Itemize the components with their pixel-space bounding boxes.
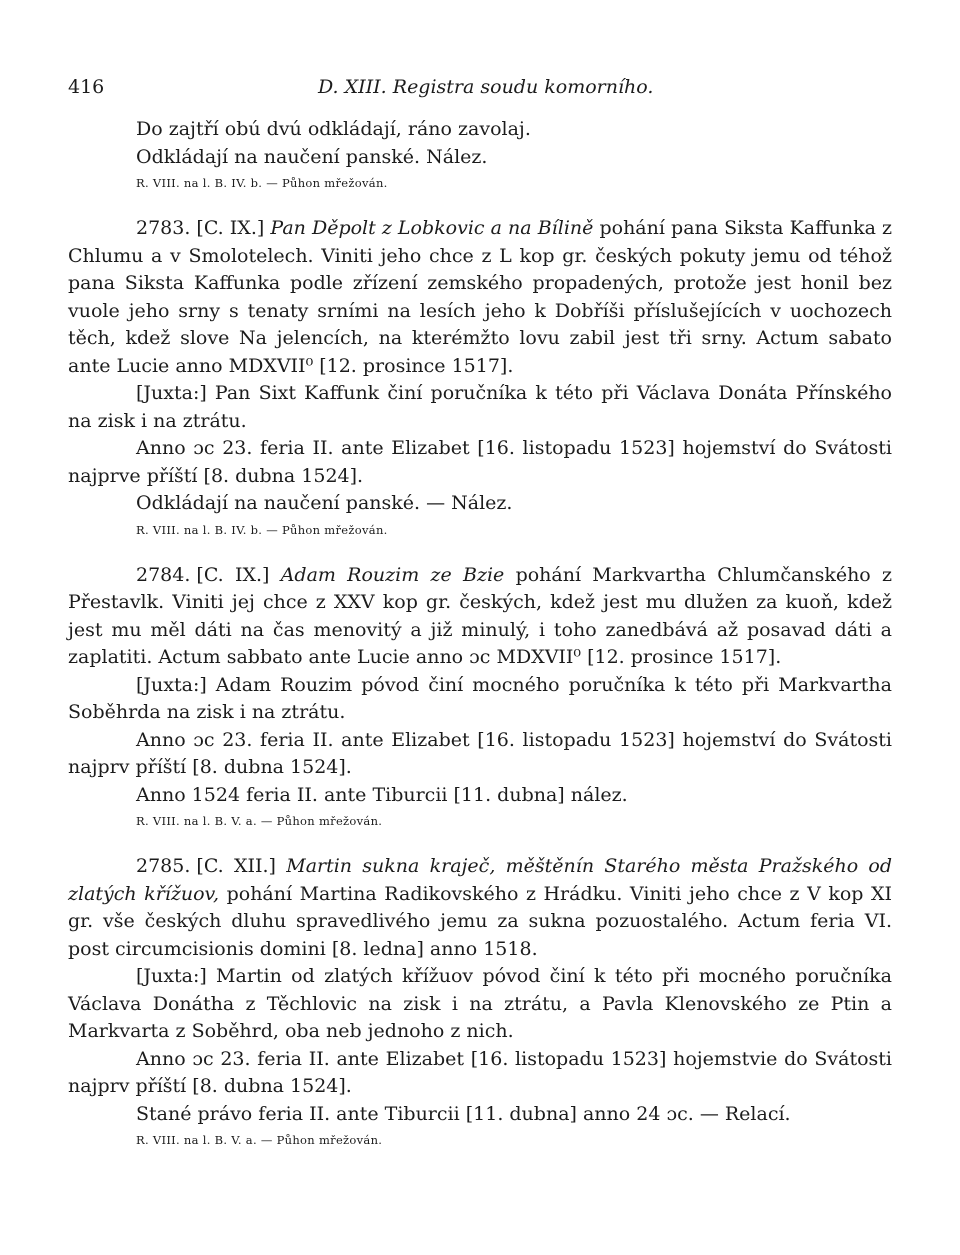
intro-line: Odkládají na naučení panské. Nález. (136, 145, 488, 168)
entry-note: [Juxta:] Adam Rouzim pόvod činí mocného poručníka k této při Markvartha Soběhrda na zisk i na ztrátu. (68, 673, 892, 723)
plaintiff: Pan Děpolt z Lobkovic a na Bílině (270, 217, 594, 239)
plaintiff: Adam Rouzim ze Bzie (280, 563, 505, 586)
entry-text: pohání Markvartha Chlumčanského z Přestavlk. Viniti jej chce z XXV kop gr. českých, kdež jest mu dlužen za kuoň, kdež jest mu měl dáti na čas menovitý a již minulý, i toho zanedbává až posavad dáti a zaplatiti. Actum sabbato ante Lucie anno ɔc MDXVII⁰ [12. prosince 1517]. (68, 563, 893, 668)
entry-number: 2785. (136, 855, 191, 877)
register-reference: R. VIII. na l. B. IV. b. — Půhon mřežován. (136, 176, 388, 190)
entry-paragraph (68, 853, 892, 963)
entry-2784 (68, 562, 892, 834)
running-header (68, 68, 892, 108)
entry-2785 (68, 853, 892, 1152)
entry-2783 (68, 215, 892, 542)
register-reference: R. VIII. na l. B. IV. b. — Půhon mřežován. (136, 522, 388, 537)
entry-note: Anno 1524 feria II. ante Tiburcii [11. dubna] nález. (136, 783, 628, 806)
entry-note: Stané právo feria II. ante Tiburcii [11. dubna] anno 24 ɔc. — Relací. (136, 1102, 791, 1125)
entry-note: Odkládají na naučení panské. — Nález. (136, 492, 513, 514)
page-number: 416 (68, 76, 105, 98)
entry-paragraph (68, 215, 892, 380)
entry-note: Anno ɔc 23. feria II. ante Elizabet [16. listopadu 1523] hojemství do Svátosti najprv příští [8. dubna 1524]. (68, 728, 892, 778)
register-reference: R. VIII. na l. B. V. a. — Půhon mřežován. (136, 1133, 383, 1147)
entry-note: [Juxta:] Pan Sixt Kaffunk činí poručníka k této při Václava Donáta Přínského na zisk i na ztrátu. (68, 382, 892, 432)
entry-note: Anno ɔc 23. feria II. ante Elizabet [16. listopadu 1523] hojemství do Svátosti najprve příští [8. dubna 1524]. (68, 437, 892, 487)
entry-note: Anno ɔc 23. feria II. ante Elizabet [16. listopadu 1523] hojemstvie do Svátosti najprv příští [8. dubna 1524]. (68, 1047, 892, 1097)
plaintiff: Martin sukna kraječ, měštěnín Starého města Pražského od zlatých křížuov, (68, 855, 893, 905)
running-title: D. XIII. Registra soudu komorního. (318, 76, 654, 98)
entry-text: pohání pana Siksta Kaffunka z Chlumu a v Smolotelech. Viniti jeho chce z L kop gr. českých pokuty jemu od téhož pana Siksta Kaffunka podle zřízení zemského propadených, protože jest honil bez vuole jeho srny s tenaty srními na lesích jeho k Dobříši příslušejících v uochozech těch, kdež slove Na jelencích, na kterémžto lovu zabil jest tři srny. Actum sabato ante Lucie anno MDXVII⁰ [12. prosince 1517]. (68, 217, 892, 377)
entry-text: pohání Martina Radikovského z Hrádku. Viniti jeho chce z V kop XI gr. vše českých dluhu spravedlivého jemu za sukna pozuostalého. Actum feria VI. post circumcisionis domini [8. ledna] anno 1518. (68, 882, 892, 960)
court-mark: [C. IX.] (196, 217, 265, 239)
entry-number: 2784. (136, 563, 191, 586)
page (68, 68, 892, 1152)
entry-number: 2783. (136, 217, 191, 239)
court-mark: [C. XII.] (196, 855, 276, 877)
entry-note: [Juxta:] Martin od zlatých křížuov pόvod činí k této při mocného poručníka Václava Donátha z Těchlovic na zisk i na ztrátu, a Pavla Klenovského ze Ptin a Markvarta z Soběhrd, oba neb jednoho z nich. (68, 965, 892, 1042)
intro-line: Do zajtří obú dvú odkládají, ráno zavolaj. (136, 118, 531, 140)
court-mark: [C. IX.] (196, 563, 270, 586)
entry-paragraph (68, 562, 892, 672)
register-reference: R. VIII. na l. B. V. a. — Půhon mřežován. (136, 814, 383, 828)
